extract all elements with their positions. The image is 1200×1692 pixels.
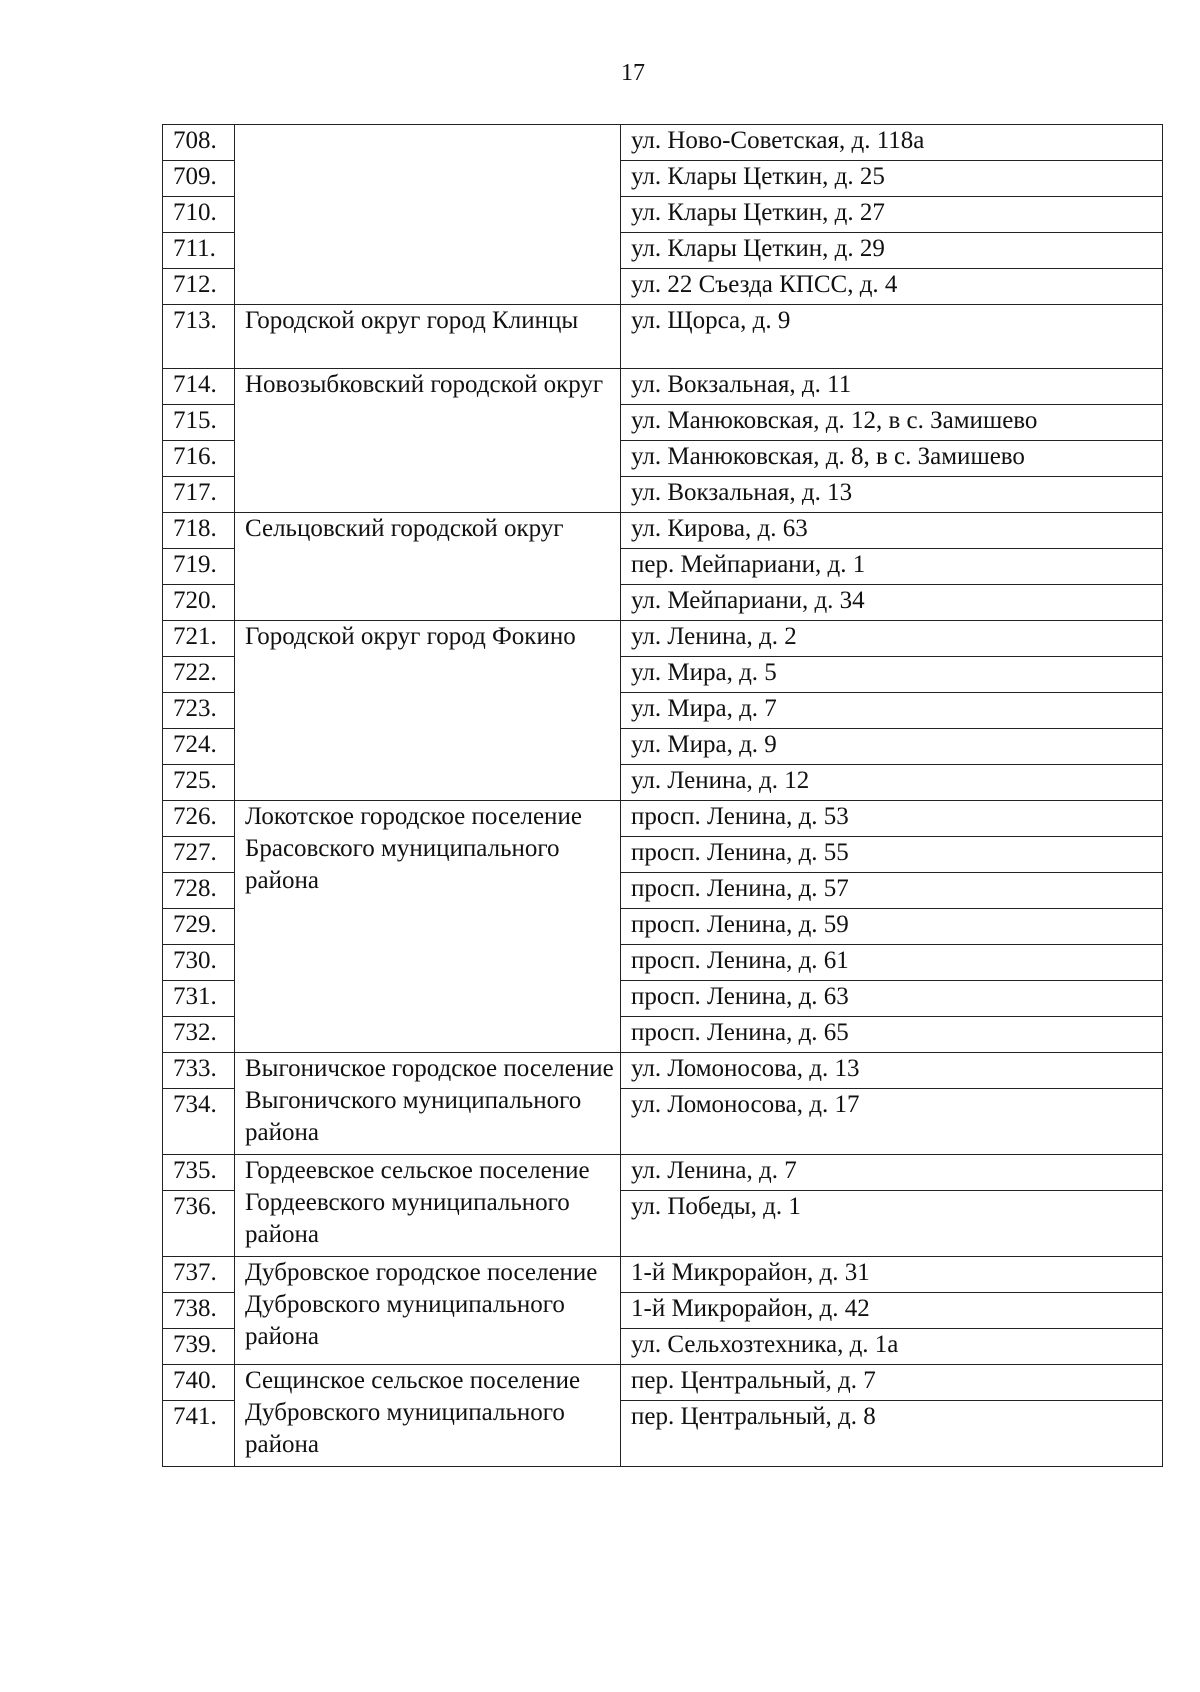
municipality-cell: Городской округ город Клинцы — [235, 305, 621, 369]
row-number: 715. — [163, 405, 235, 441]
address-cell: ул. Ленина, д. 7 — [621, 1155, 1163, 1191]
table-row — [163, 305, 1163, 369]
table-row — [163, 1053, 1163, 1089]
address-cell: ул. Победы, д. 1 — [621, 1191, 1163, 1257]
table-row — [163, 369, 1163, 405]
address-cell: ул. Кирова, д. 63 — [621, 513, 1163, 549]
address-cell: просп. Ленина, д. 55 — [621, 837, 1163, 873]
row-number: 723. — [163, 693, 235, 729]
address-cell: ул. Мейпариани, д. 34 — [621, 585, 1163, 621]
address-cell: пер. Мейпариани, д. 1 — [621, 549, 1163, 585]
municipality-cell: Локотское городское поселение Брасовского муниципального района — [235, 801, 621, 1053]
table-row — [163, 1155, 1163, 1191]
address-cell: ул. Мира, д. 9 — [621, 729, 1163, 765]
row-number: 720. — [163, 585, 235, 621]
address-cell: пер. Центральный, д. 8 — [621, 1401, 1163, 1467]
table-row — [163, 1365, 1163, 1401]
row-number: 732. — [163, 1017, 235, 1053]
row-number: 735. — [163, 1155, 235, 1191]
address-cell: ул. Ломоносова, д. 13 — [621, 1053, 1163, 1089]
address-cell: просп. Ленина, д. 59 — [621, 909, 1163, 945]
municipality-cell: Новозыбковский городской округ — [235, 369, 621, 513]
row-number: 708. — [163, 125, 235, 161]
address-cell: ул. Вокзальная, д. 11 — [621, 369, 1163, 405]
address-cell: ул. Ново-Советская, д. 118а — [621, 125, 1163, 161]
municipality-cell: Сещинское сельское поселение Дубровского муниципального района — [235, 1365, 621, 1467]
address-cell: ул. Клары Цеткин, д. 29 — [621, 233, 1163, 269]
address-cell: просп. Ленина, д. 53 — [621, 801, 1163, 837]
table-row — [163, 621, 1163, 657]
row-number: 727. — [163, 837, 235, 873]
address-cell: ул. Манюковская, д. 8, в с. Замишево — [621, 441, 1163, 477]
address-cell: ул. Ломоносова, д. 17 — [621, 1089, 1163, 1155]
row-number: 734. — [163, 1089, 235, 1155]
address-cell: ул. Сельхозтехника, д. 1а — [621, 1329, 1163, 1365]
row-number: 725. — [163, 765, 235, 801]
address-cell: ул. Клары Цеткин, д. 25 — [621, 161, 1163, 197]
address-cell: ул. Ленина, д. 2 — [621, 621, 1163, 657]
row-number: 726. — [163, 801, 235, 837]
address-cell: ул. Вокзальная, д. 13 — [621, 477, 1163, 513]
row-number: 713. — [163, 305, 235, 369]
address-cell: ул. Щорса, д. 9 — [621, 305, 1163, 369]
row-number: 729. — [163, 909, 235, 945]
address-cell: ул. Клары Цеткин, д. 27 — [621, 197, 1163, 233]
address-cell: ул. Мира, д. 7 — [621, 693, 1163, 729]
addresses-table — [162, 124, 1163, 1467]
row-number: 710. — [163, 197, 235, 233]
row-number: 741. — [163, 1401, 235, 1467]
municipality-cell — [235, 125, 621, 305]
table-row — [163, 1257, 1163, 1293]
row-number: 738. — [163, 1293, 235, 1329]
address-cell: 1-й Микрорайон, д. 31 — [621, 1257, 1163, 1293]
row-number: 730. — [163, 945, 235, 981]
address-cell: просп. Ленина, д. 57 — [621, 873, 1163, 909]
address-cell: просп. Ленина, д. 65 — [621, 1017, 1163, 1053]
row-number: 709. — [163, 161, 235, 197]
table-row — [163, 801, 1163, 837]
row-number: 717. — [163, 477, 235, 513]
row-number: 714. — [163, 369, 235, 405]
row-number: 722. — [163, 657, 235, 693]
municipality-cell: Выгоничское городское поселение Выгоничского муниципального района — [235, 1053, 621, 1155]
row-number: 716. — [163, 441, 235, 477]
row-number: 724. — [163, 729, 235, 765]
address-cell: ул. Манюковская, д. 12, в с. Замишево — [621, 405, 1163, 441]
table-row — [163, 125, 1163, 161]
address-cell: просп. Ленина, д. 63 — [621, 981, 1163, 1017]
address-cell: просп. Ленина, д. 61 — [621, 945, 1163, 981]
address-cell: ул. 22 Съезда КПСС, д. 4 — [621, 269, 1163, 305]
row-number: 712. — [163, 269, 235, 305]
row-number: 740. — [163, 1365, 235, 1401]
row-number: 739. — [163, 1329, 235, 1365]
page-number: 17 — [621, 60, 645, 86]
municipality-cell: Дубровское городское поселение Дубровского муниципального района — [235, 1257, 621, 1365]
municipality-cell: Городской округ город Фокино — [235, 621, 621, 801]
address-cell: ул. Мира, д. 5 — [621, 657, 1163, 693]
address-cell: ул. Ленина, д. 12 — [621, 765, 1163, 801]
row-number: 718. — [163, 513, 235, 549]
row-number: 731. — [163, 981, 235, 1017]
municipality-cell: Гордеевское сельское поселение Гордеевского муниципального района — [235, 1155, 621, 1257]
row-number: 733. — [163, 1053, 235, 1089]
row-number: 737. — [163, 1257, 235, 1293]
row-number: 721. — [163, 621, 235, 657]
municipality-cell: Сельцовский городской округ — [235, 513, 621, 621]
row-number: 711. — [163, 233, 235, 269]
address-cell: пер. Центральный, д. 7 — [621, 1365, 1163, 1401]
table-row — [163, 513, 1163, 549]
address-cell: 1-й Микрорайон, д. 42 — [621, 1293, 1163, 1329]
row-number: 728. — [163, 873, 235, 909]
row-number: 719. — [163, 549, 235, 585]
row-number: 736. — [163, 1191, 235, 1257]
